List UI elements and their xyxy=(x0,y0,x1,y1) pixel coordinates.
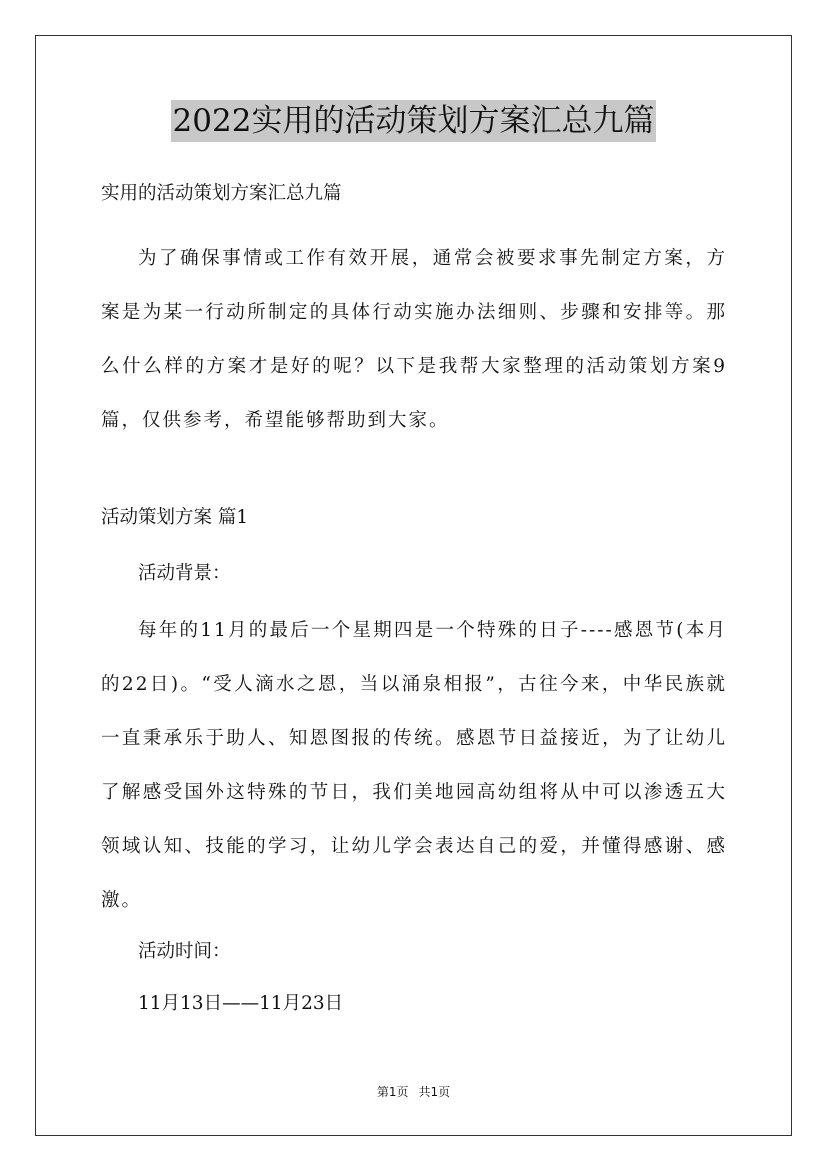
background-label: 活动背景： xyxy=(138,563,231,584)
section-heading: 活动策划方案 篇1 xyxy=(101,507,249,528)
document-title: 2022实用的活动策划方案汇总九篇 xyxy=(171,100,657,142)
title-container xyxy=(0,100,827,142)
page-total: 共1页 xyxy=(418,1085,451,1099)
background-paragraph: 每年的11月的最后一个星期四是一个特殊的日子----感恩节(本月的22日)。“受人滴水之恩，当以涌泉相报”，古往今来，中华民族就一直秉承乐于助人、知恩图报的传统。感恩节日益接近，为了让幼儿了解感受国外这特殊的节日，我们美地园高幼组将从中可以渗透五大领域认知、技能的学习，让幼儿学会表达自己的爱，并懂得感谢、感激。 xyxy=(101,620,727,911)
time-label: 活动时间： xyxy=(138,941,231,962)
time-value: 11月13日——11月23日 xyxy=(138,993,344,1014)
page-footer xyxy=(0,1084,827,1100)
intro-paragraph: 为了确保事情或工作有效开展，通常会被要求事先制定方案，方案是为某一行动所制定的具体行动实施办法细则、步骤和安排等。那么什么样的方案才是好的呢？以下是我帮大家整理的活动策划方案9篇，仅供参考，希望能够帮助到大家。 xyxy=(101,248,727,431)
page-number: 第1页 xyxy=(376,1085,409,1099)
document-subtitle: 实用的活动策划方案汇总九篇 xyxy=(101,183,342,204)
